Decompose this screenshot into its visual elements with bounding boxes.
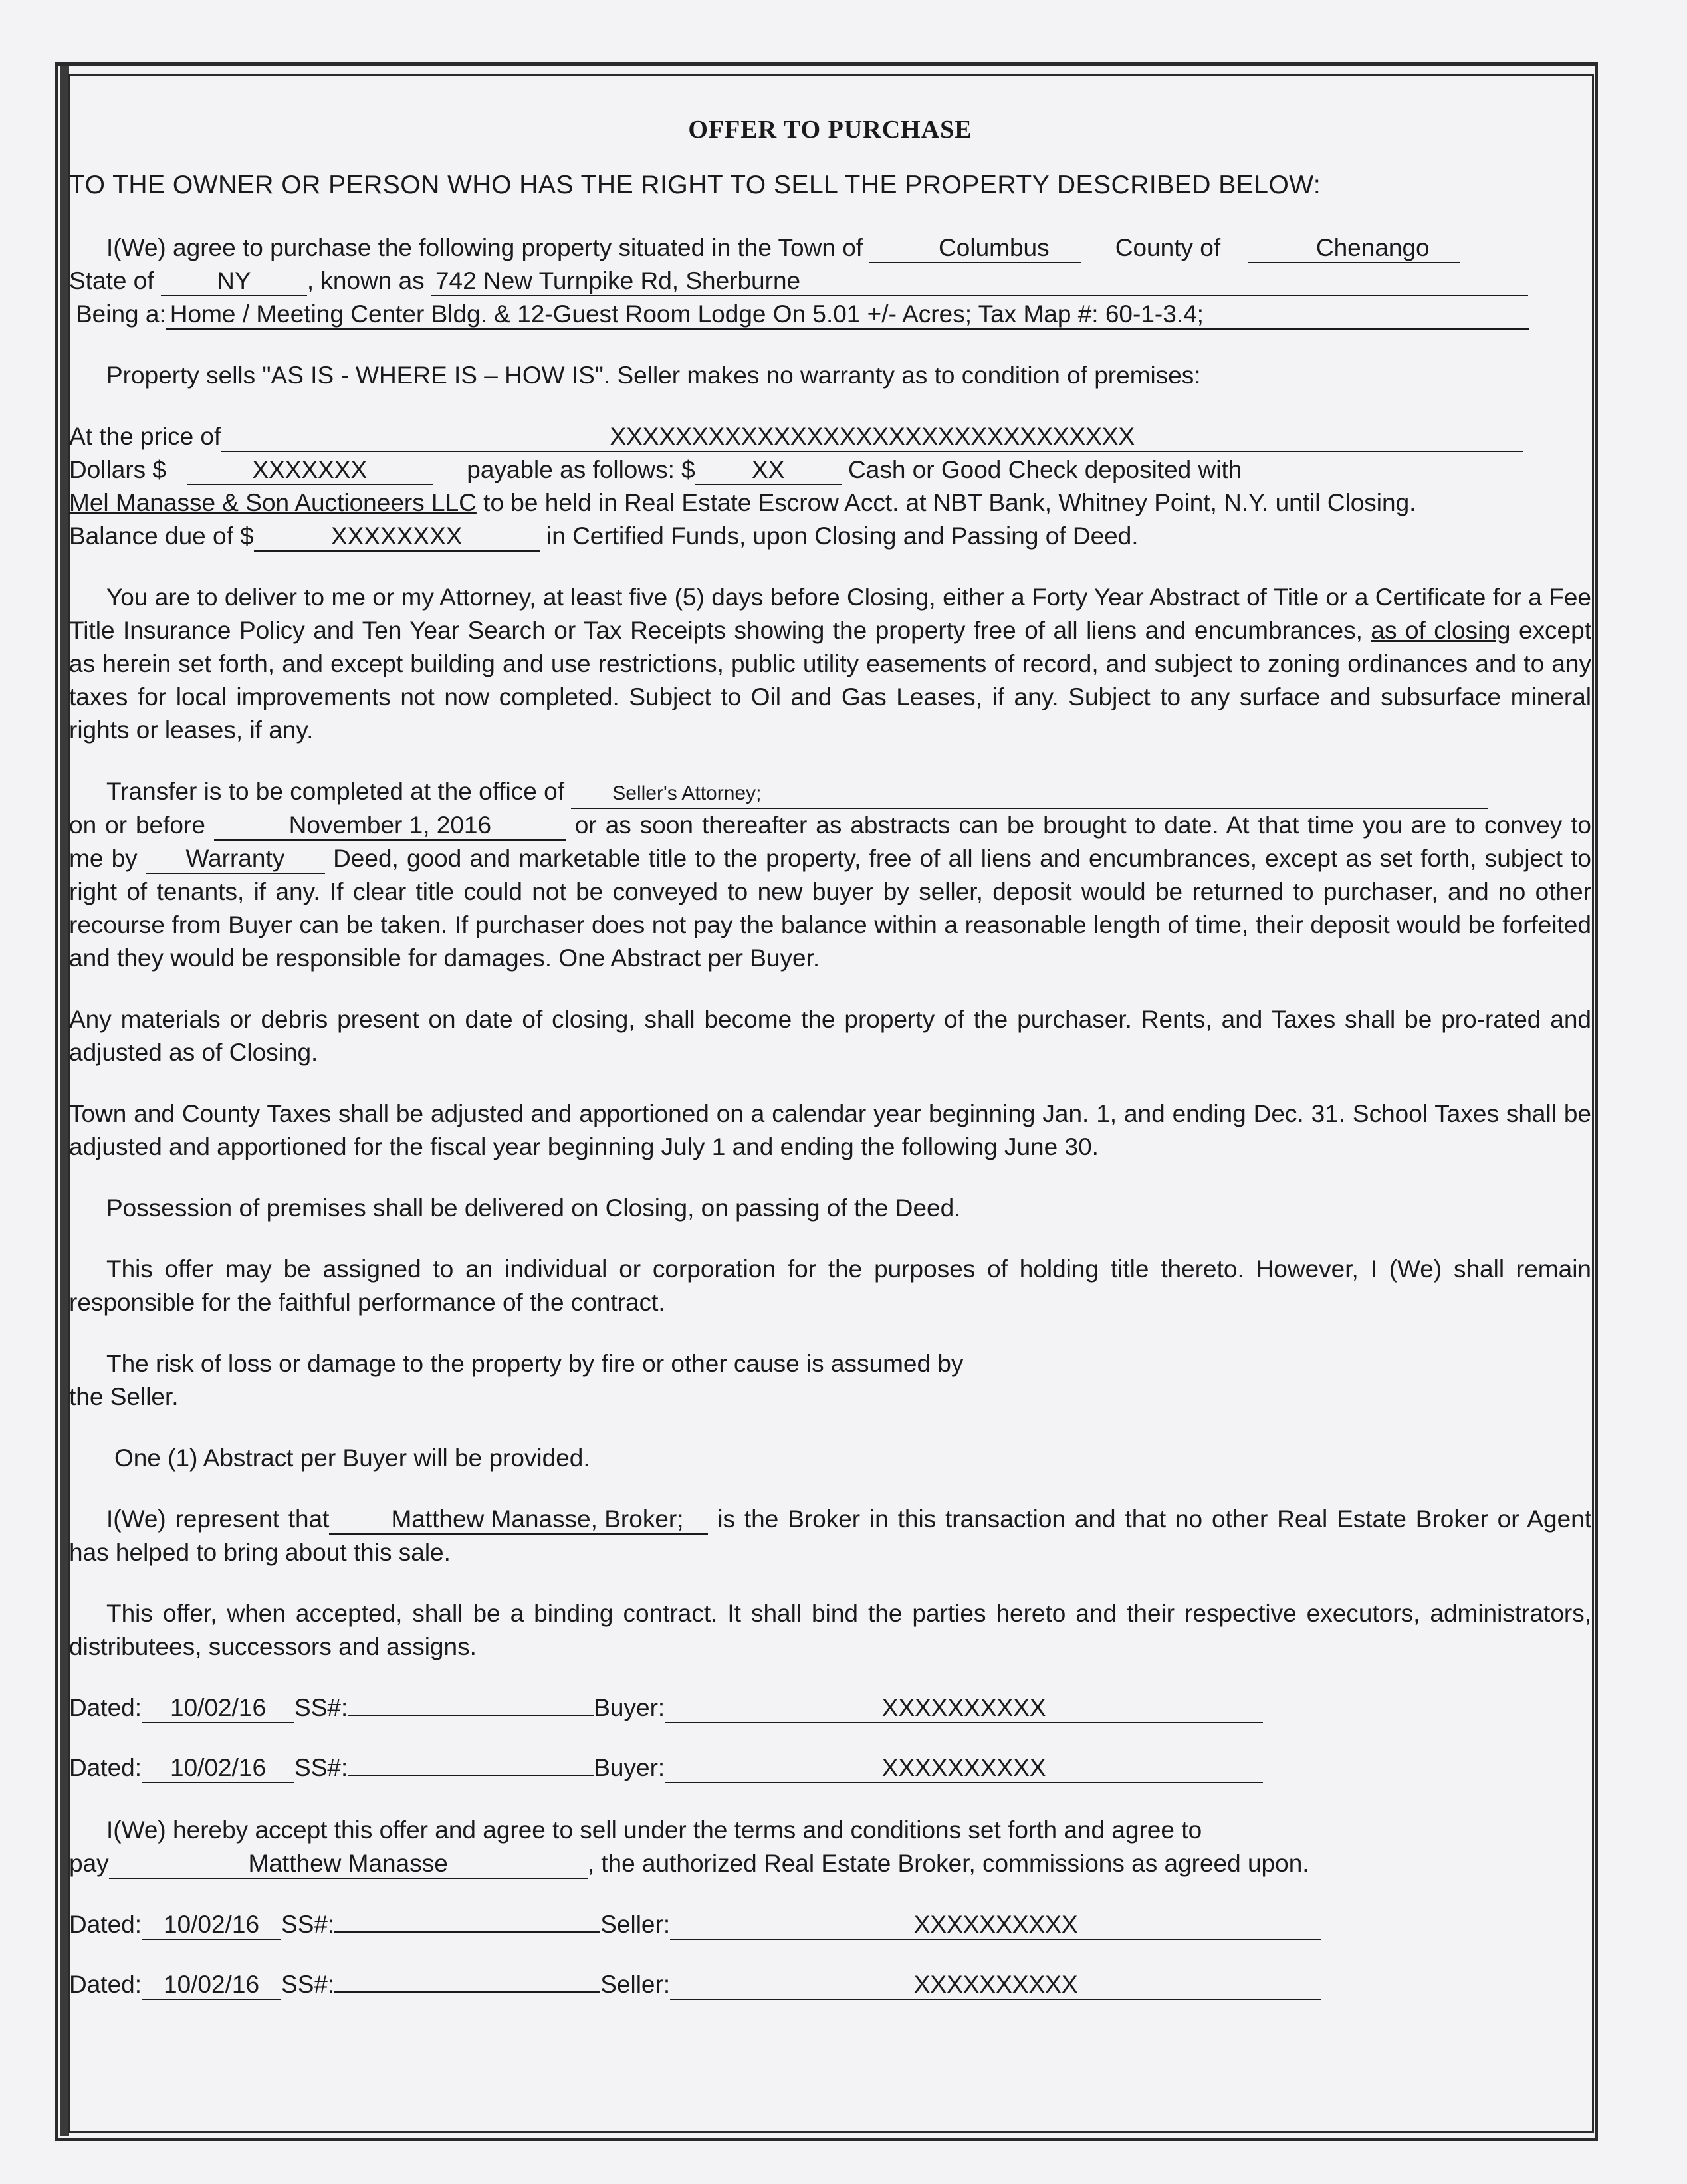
payable-label: payable as follows: $ — [467, 456, 695, 483]
county-label: County of — [1115, 234, 1221, 261]
dollars-field: XXXXXXX — [187, 456, 433, 485]
ss-label: SS#: — [281, 1971, 335, 1998]
transfer-date-field: November 1, 2016 — [214, 812, 566, 841]
property-line-being — [69, 298, 1591, 331]
seller-signature-line-2 — [69, 1968, 1591, 2001]
binding-clause: This offer, when accepted, shall be a binding contract. It shall bind the parties hereto and their respective executors, administrators, distributees, successors and assigns. — [69, 1600, 1591, 1660]
risk-clause — [69, 1347, 1591, 1414]
transfer-label: Transfer is to be completed at the office of — [106, 778, 564, 805]
buyer-date-field: 10/02/16 — [142, 1694, 294, 1723]
seller-date-field: 10/02/16 — [142, 1911, 281, 1940]
document-heading: TO THE OWNER OR PERSON WHO HAS THE RIGHT TO SELL THE PROPERTY DESCRIBED BELOW: — [69, 171, 1321, 199]
possession-clause: Possession of premises shall be delivered on Closing, on passing of the Deed. — [106, 1194, 961, 1222]
accept-rest: , the authorized Real Estate Broker, commissions as agreed upon. — [587, 1850, 1309, 1877]
on-before-label: on or before — [69, 812, 205, 839]
buyer-signature-line-2 — [69, 1751, 1591, 1785]
assign-clause: This offer may be assigned to an individual or corporation for the purposes of holding title thereto. However, I (We) shall remain responsible for the faithful performance of the contract. — [69, 1256, 1591, 1316]
buyer-name-field: XXXXXXXXXX — [665, 1694, 1263, 1723]
accept-broker-field: Matthew Manasse — [109, 1850, 588, 1879]
risk-line-2: the Seller. — [69, 1383, 179, 1410]
as-of-closing: as of closing — [1371, 617, 1511, 644]
town-field: Columbus — [869, 234, 1081, 263]
abstract-text-1: You are to deliver to me or my Attorney, at least five (5) days before Closing, either a Forty Year Abstract of Title or a Certificate for a Fee Title Insurance Policy and Ten Year Search or Tax Receipts showing the property free of all liens and encumbrances, — [69, 584, 1591, 644]
pay-label: pay — [69, 1850, 109, 1877]
buyer-ss-field — [348, 1715, 594, 1716]
escrow-line — [69, 487, 1591, 520]
buyer-date-field: 10/02/16 — [142, 1754, 294, 1783]
cash-text: Cash or Good Check deposited with — [848, 456, 1242, 483]
dated-label: Dated: — [69, 1694, 142, 1721]
transfer-rest: Deed, good and marketable title to the property, free of all liens and encumbrances, except as set forth, subject to right of tenants, if any. If clear title could not be conveyed to new buyer by seller, deposit would be returned to purchaser, and no other recourse from Buyer can be taken. If purchaser does not pay the balance within a reasonable length of time, their deposit would be forfeited and they would be responsible for damages. One Abstract per Buyer. — [69, 845, 1591, 972]
ss-label: SS#: — [294, 1754, 348, 1781]
buyer-signature-line-1 — [69, 1692, 1591, 1725]
price-line — [69, 420, 1591, 453]
escrow-text: to be held in Real Estate Escrow Acct. at NBT Bank, Whitney Point, N.Y. until Closing. — [483, 489, 1416, 516]
seller-name-field: XXXXXXXXXX — [670, 1911, 1321, 1940]
property-section — [69, 231, 1591, 331]
as-is-clause: Property sells "AS IS - WHERE IS – HOW IS". Seller makes no warranty as to condition of premises: — [106, 362, 1201, 389]
property-intro: I(We) agree to purchase the following property situated in the Town of — [106, 234, 863, 261]
price-words-field: XXXXXXXXXXXXXXXXXXXXXXXXXXXXXXXX — [221, 423, 1523, 452]
broker-rest: is the Broker in this transaction and that no other Real Estate Broker or Agent has helped to bring about this sale. — [69, 1505, 1592, 1566]
state-label: State of — [69, 267, 154, 294]
buyer-label: Buyer: — [594, 1694, 665, 1721]
balance-label: Balance due of $ — [69, 522, 254, 550]
document-title: OFFER TO PURCHASE — [688, 116, 972, 144]
materials-clause: Any materials or debris present on date of closing, shall become the property of the purchaser. Rents, and Taxes shall be pro-rated and adjusted as of Closing. — [69, 1006, 1591, 1066]
price-section — [69, 420, 1591, 553]
accept-line-1: I(We) hereby accept this offer and agree to sell under the terms and conditions set forth and agree to — [106, 1816, 1202, 1844]
accept-line-2 — [69, 1847, 1591, 1880]
seller-signature-line-1 — [69, 1908, 1591, 1941]
seller-ss-field — [334, 1931, 600, 1933]
balance-field: XXXXXXXX — [254, 522, 540, 552]
seller-name-field: XXXXXXXXXX — [670, 1971, 1321, 2000]
seller-label: Seller: — [600, 1911, 671, 1938]
state-field: NY — [161, 267, 307, 296]
escrow-agent: Mel Manasse & Son Auctioneers LLC — [69, 489, 477, 516]
seller-label: Seller: — [600, 1971, 671, 1998]
ss-label: SS#: — [294, 1694, 348, 1721]
being-label: Being a: — [76, 300, 166, 328]
dated-label: Dated: — [69, 1911, 142, 1938]
one-abstract-clause: One (1) Abstract per Buyer will be provided. — [114, 1444, 590, 1472]
ss-label: SS#: — [281, 1911, 335, 1938]
transfer-after-date: or as soon thereafter as abstracts can be brought to date. At that time you are to convey to me by — [69, 812, 1592, 872]
property-line-state — [69, 265, 1591, 298]
dated-label: Dated: — [69, 1971, 142, 1998]
broker-label: I(We) represent that — [106, 1505, 330, 1533]
seller-date-field: 10/02/16 — [142, 1971, 281, 2000]
property-line-town — [69, 231, 1591, 265]
transfer-line — [69, 775, 1591, 809]
risk-line-1: The risk of loss or damage to the property by fire or other cause is assumed by — [106, 1350, 964, 1377]
balance-text: in Certified Funds, upon Closing and Passing of Deed. — [546, 522, 1139, 550]
transfer-office-field: Seller's Attorney; — [571, 780, 1488, 809]
broker-name-field: Matthew Manasse, Broker; — [329, 1505, 708, 1535]
buyer-name-field: XXXXXXXXXX — [665, 1754, 1263, 1783]
acceptance-section — [69, 1814, 1591, 1880]
dollars-label: Dollars $ — [69, 456, 166, 483]
dated-label: Dated: — [69, 1754, 142, 1781]
dollars-line — [69, 453, 1591, 487]
abstract-text-2: except as herein set forth, and except building and use restrictions, public utility easements of record, and subject to zoning ordinances and to any taxes for local improvements not now completed. Subject to Oil and Gas Leases, if any. Subject to any surface and subsurface mineral rights or leases, if any. — [69, 617, 1591, 744]
taxes-clause: Town and County Taxes shall be adjusted and apportioned on a calendar year beginning Jan. 1, and ending Dec. 31. School Taxes shall be adjusted and apportioned for the fiscal year beginning July 1 and ending the following June 30. — [69, 1100, 1591, 1160]
deposit-field: XX — [695, 456, 842, 485]
known-as-label: , known as — [306, 267, 425, 294]
seller-ss-field — [334, 1991, 600, 1993]
balance-line — [69, 520, 1591, 553]
address-field: 742 New Turnpike Rd, Sherburne — [431, 267, 1528, 296]
document-body — [69, 80, 1591, 2028]
abstract-clause — [69, 581, 1591, 747]
deed-type-field: Warranty — [146, 845, 325, 874]
broker-clause — [69, 1503, 1591, 1569]
price-label: At the price of — [69, 423, 221, 450]
buyer-ss-field — [348, 1775, 594, 1776]
county-field: Chenango — [1248, 234, 1460, 263]
transfer-section — [69, 775, 1591, 975]
buyer-label: Buyer: — [594, 1754, 665, 1781]
transfer-body — [69, 809, 1591, 975]
description-field: Home / Meeting Center Bldg. & 12-Guest Room Lodge On 5.01 +/- Acres; Tax Map #: 60-1-3.4; — [166, 300, 1529, 330]
